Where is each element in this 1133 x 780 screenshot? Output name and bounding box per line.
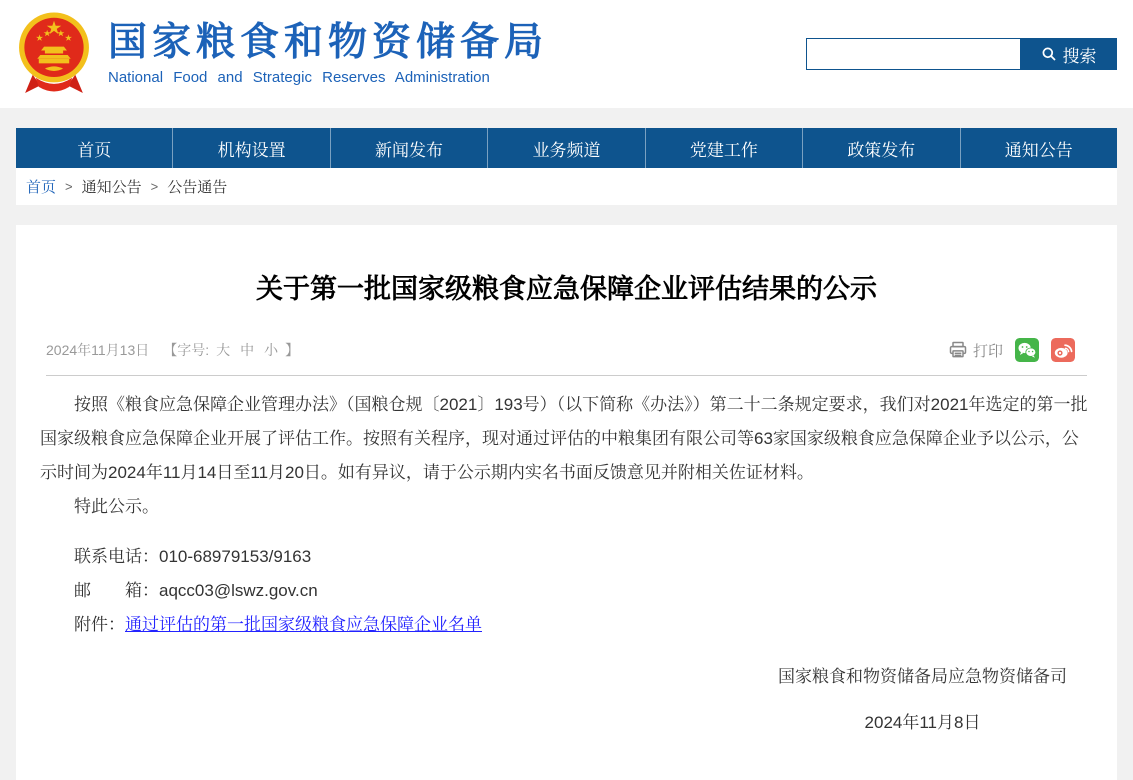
nav-item-business[interactable]: 业务频道: [488, 128, 645, 168]
breadcrumb-separator: >: [150, 179, 159, 194]
fontsize-large-button[interactable]: 大: [216, 342, 231, 358]
fontsize-label-close: 】: [285, 342, 300, 358]
search-bar: [806, 38, 1117, 70]
attachment-line: [40, 608, 1093, 642]
breadcrumb-separator: >: [65, 179, 73, 194]
fontsize-small-button[interactable]: 小: [264, 342, 279, 358]
article-meta-row: [40, 338, 1093, 362]
fontsize-label-open: 【字号:: [163, 342, 210, 358]
contact-email-line: 邮 箱：aqcc03@lswz.gov.cn: [74, 581, 318, 600]
nav-item-home[interactable]: 首页: [16, 128, 173, 168]
attachment-label: 附件：: [74, 615, 125, 634]
nav-item-policy[interactable]: 政策发布: [803, 128, 960, 168]
search-input[interactable]: [806, 38, 1020, 70]
weibo-share-button[interactable]: [1051, 338, 1075, 362]
fontsize-medium-button[interactable]: 中: [240, 342, 255, 358]
meta-divider: [46, 375, 1087, 376]
signature-block: [778, 660, 1067, 740]
nav-item-organization[interactable]: 机构设置: [173, 128, 330, 168]
attachment-link[interactable]: 通过评估的第一批国家级粮食应急保障企业名单: [125, 615, 482, 634]
breadcrumb: [16, 168, 1117, 205]
search-icon: [1041, 46, 1057, 62]
breadcrumb-current-page: 公告通告: [167, 179, 228, 196]
printer-icon: [948, 340, 968, 360]
breadcrumb-home-link[interactable]: 首页: [26, 179, 57, 196]
signature-department: 国家粮食和物资储备局应急物资储备司: [778, 667, 1067, 686]
article-paragraph: 按照《粮食应急保障企业管理办法》（国粮仓规〔2021〕193号）（以下简称《办法》）第二十二条规定要求，我们对2021年选定的第一批国家级粮食应急保障企业开展了评估工作。按照有关程序，现对通过评估的中粮集团有限公司等63家国家级粮食应急保障企业予以公示，公示时间为2024年11月14日至11月20日。如有异议，请于公示期内实名书面反馈意见并附相关佐证材料。: [40, 395, 1088, 482]
publish-date: 2024年11月13日: [46, 342, 150, 358]
wechat-share-button[interactable]: [1015, 338, 1039, 362]
print-label: 打印: [972, 342, 1003, 360]
nav-item-notices[interactable]: 通知公告: [1004, 140, 1073, 160]
article-notice-line: 特此公示。: [74, 497, 159, 516]
national-emblem-logo: [16, 10, 92, 100]
article-body: [40, 388, 1093, 740]
nav-item-news[interactable]: 新闻发布: [331, 128, 488, 168]
search-button-label: 搜索: [1062, 46, 1097, 66]
main-nav: [16, 128, 1117, 168]
site-title-en: National Food and Strategic Reserves Administration: [108, 69, 490, 87]
article-card: [16, 225, 1117, 780]
signature-date: 2024年11月8日: [864, 713, 981, 732]
search-button[interactable]: [1020, 38, 1117, 70]
contact-phone-line: 联系电话：010-68979153/9163: [74, 547, 312, 566]
print-button[interactable]: [948, 340, 1003, 361]
site-header: [0, 0, 1133, 108]
site-title-cn: 国家粮食和物资储备局: [108, 20, 549, 64]
article-title: 关于第一批国家级粮食应急保障企业评估结果的公示: [256, 274, 877, 304]
nav-item-party-work[interactable]: 党建工作: [646, 128, 803, 168]
breadcrumb-notices-link[interactable]: 通知公告: [81, 179, 142, 196]
